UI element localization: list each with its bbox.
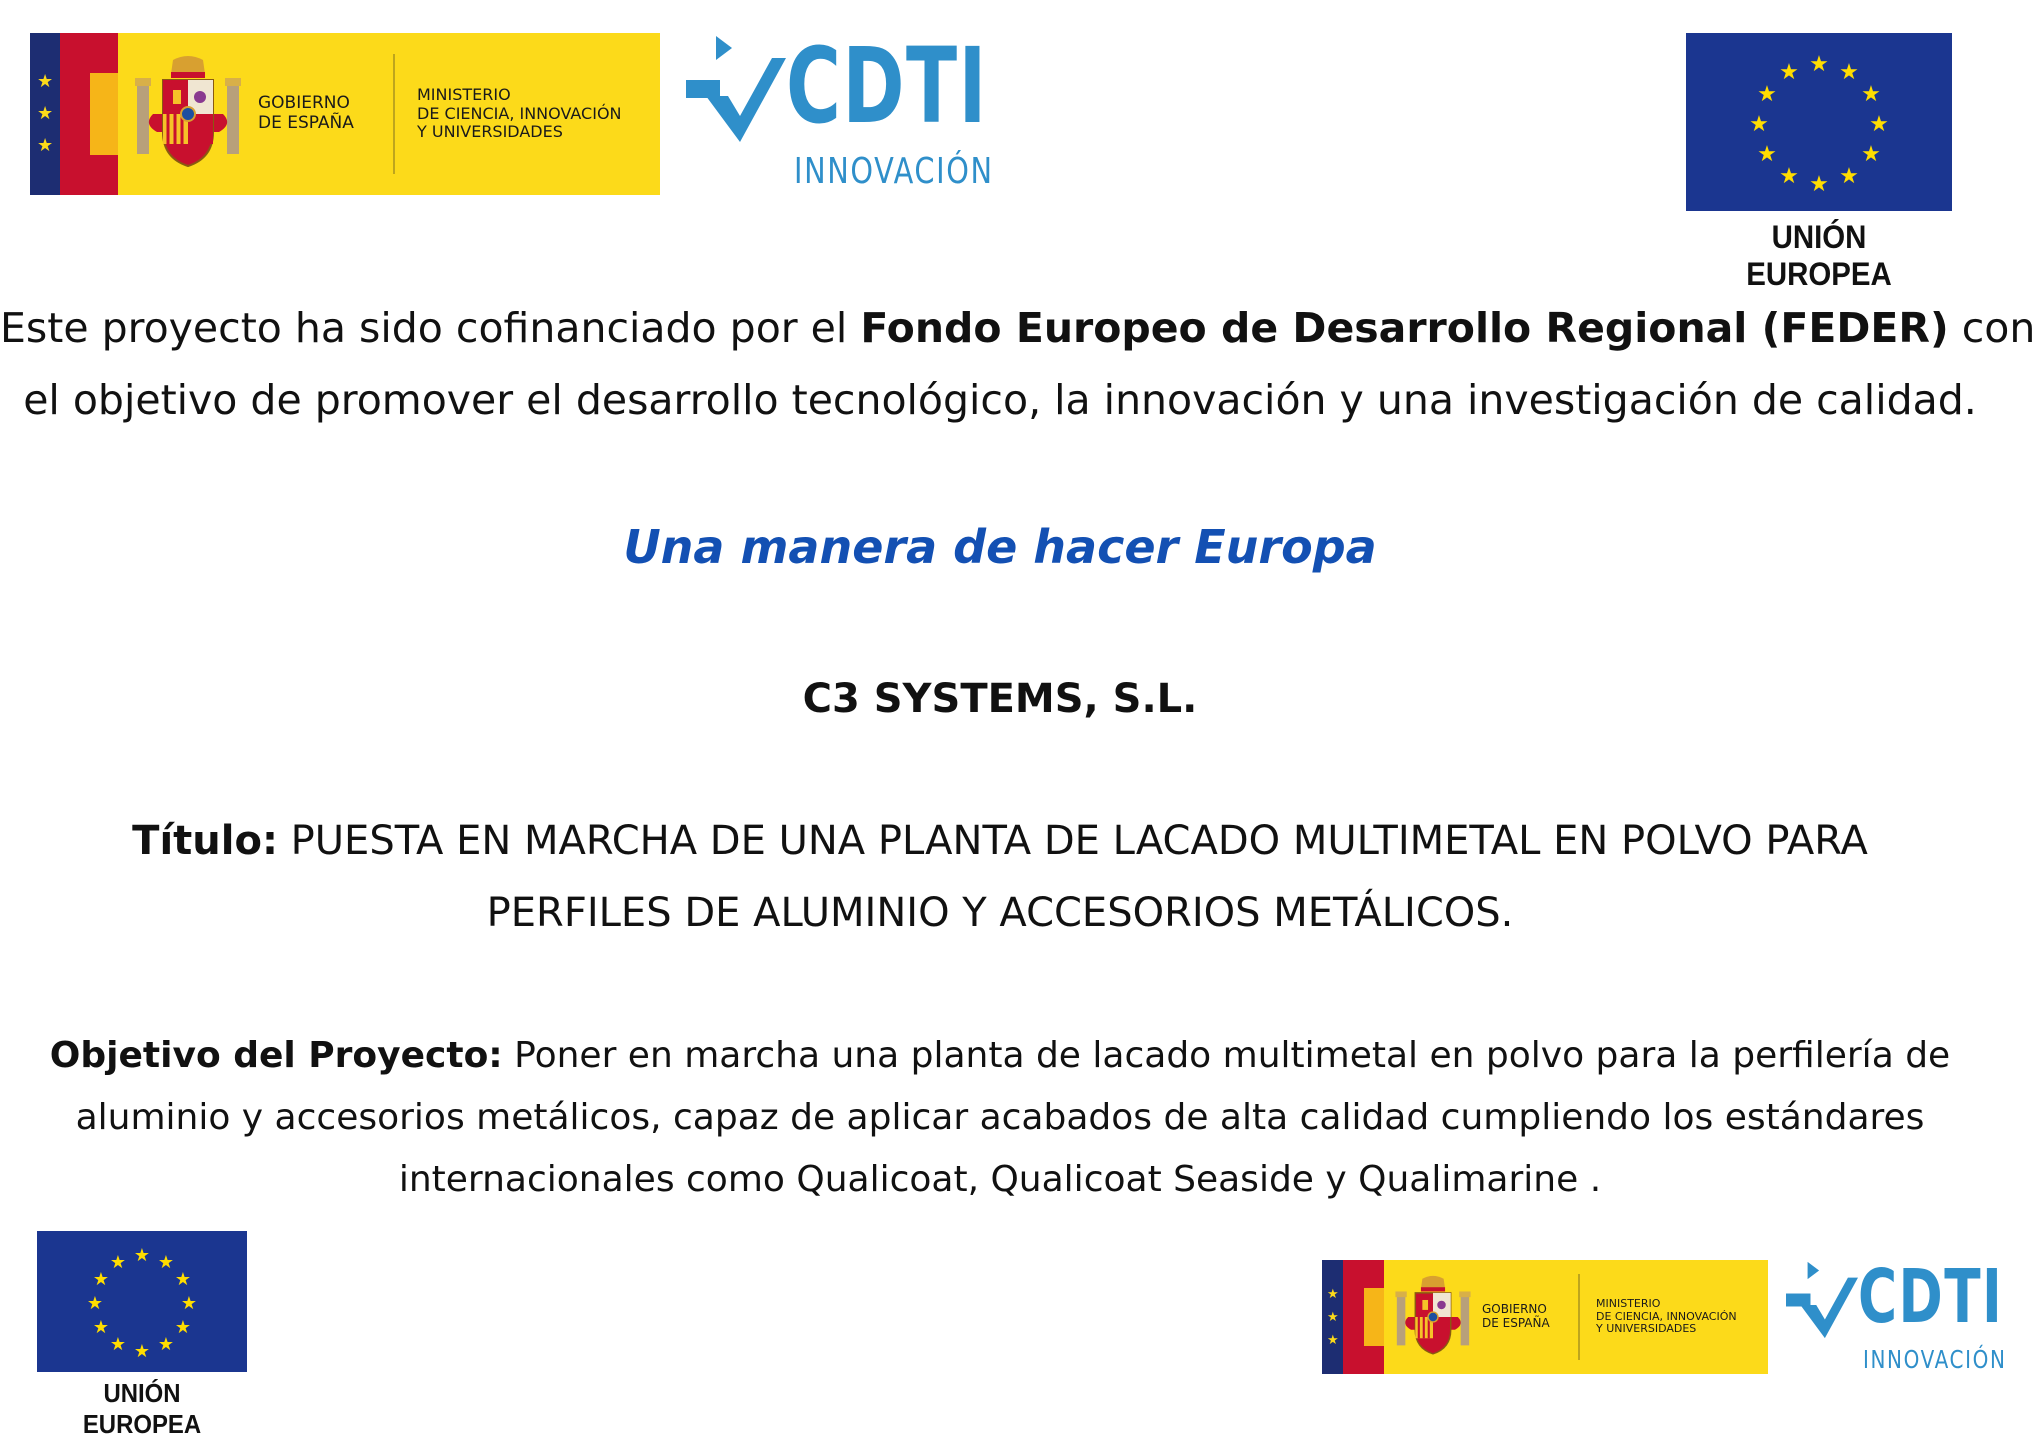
coat-of-arms-icon <box>1384 1260 1482 1374</box>
gov-line-1: GOBIERNO <box>1482 1302 1547 1317</box>
star-icon: ★ <box>37 71 54 92</box>
svg-text:★: ★ <box>1749 112 1769 137</box>
objective-line-2: aluminio y accesorios metálicos, capaz de aplicar acabados de alta calidad cumpliendo los estándares <box>75 1097 1925 1138</box>
gov-name <box>258 33 393 195</box>
svg-text:★: ★ <box>157 1252 175 1273</box>
ministry-line-1: MINISTERIO <box>1596 1297 1661 1311</box>
title-line-1 <box>0 818 2000 864</box>
slogan: Una manera de hacer Europa <box>623 520 1377 574</box>
ministry-line-2: DE CIENCIA, INNOVACIÓN <box>1596 1309 1737 1323</box>
gov-flag-yellow-stripe <box>90 33 118 195</box>
intro-text-pre: Este proyecto ha sido cofinanciado por el <box>0 304 861 352</box>
svg-text:★: ★ <box>1839 164 1859 189</box>
eu-logo-top <box>1686 33 1952 292</box>
svg-text:★: ★ <box>1757 82 1777 107</box>
eu-flag <box>37 1231 247 1372</box>
svg-text:★: ★ <box>174 1269 192 1290</box>
eu-flag <box>1686 33 1952 211</box>
svg-text:★: ★ <box>1839 60 1859 85</box>
eu-stars-icon <box>37 1231 247 1372</box>
ministry-name <box>1580 1260 1737 1374</box>
objective-label: Objetivo del Proyecto: <box>49 1035 503 1076</box>
gov-line-2: DE ESPAÑA <box>258 113 354 133</box>
company-name: C3 SYSTEMS, S.L. <box>802 676 1198 722</box>
svg-text:★: ★ <box>1861 82 1881 107</box>
title-label: Título: <box>132 818 278 864</box>
gov-line-2: DE ESPAÑA <box>1482 1316 1550 1330</box>
eu-stars-icon <box>1686 33 1952 211</box>
svg-text:★: ★ <box>109 1252 127 1273</box>
objective-line-1 <box>0 1035 2000 1076</box>
svg-text:★: ★ <box>109 1334 127 1355</box>
objective-text-1: Poner en marcha una planta de lacado multimetal en polvo para la perfilería de <box>502 1035 1951 1076</box>
objective-line-3: internacionales como Qualicoat, Qualicoat Seaside y Qualimarine . <box>398 1159 1602 1200</box>
svg-text:★: ★ <box>1809 172 1829 197</box>
gov-flag-red-stripe <box>1343 1260 1364 1374</box>
svg-text:★: ★ <box>174 1317 192 1338</box>
svg-text:★: ★ <box>1757 142 1777 167</box>
eu-label: UNIÓN EUROPEA <box>1746 219 1892 292</box>
banner-divider <box>1578 1274 1580 1360</box>
gov-flag-yellow-stripe <box>1364 1260 1384 1374</box>
cdti-wordmark: CDTI <box>786 25 988 147</box>
coat-of-arms-icon <box>118 33 258 195</box>
gov-flag-blue-stripe <box>30 33 60 195</box>
ministry-name <box>395 33 622 195</box>
star-icon: ★ <box>1327 1333 1339 1348</box>
intro-line-1 <box>0 304 2035 352</box>
title-line-2: PERFILES DE ALUMINIO Y ACCESORIOS METÁLICOS. <box>486 890 1514 936</box>
svg-text:★: ★ <box>180 1293 198 1314</box>
banner-divider <box>393 54 395 174</box>
gov-flag-blue-stripe <box>1322 1260 1343 1374</box>
svg-text:★: ★ <box>1779 60 1799 85</box>
ministry-line-3: Y UNIVERSIDADES <box>417 122 563 142</box>
svg-text:★: ★ <box>1869 112 1889 137</box>
gov-spain-logo <box>30 33 660 195</box>
ministry-line-2: DE CIENCIA, INNOVACIÓN <box>417 103 622 123</box>
star-icon: ★ <box>37 103 54 124</box>
intro-line-2: el objetivo de promover el desarrollo tecnológico, la innovación y una investigación de calidad. <box>23 376 1977 424</box>
svg-text:★: ★ <box>1861 142 1881 167</box>
gov-flag-red-stripe <box>60 33 90 195</box>
svg-text:★: ★ <box>133 1245 151 1266</box>
gov-line-1: GOBIERNO <box>258 93 350 114</box>
cdti-logo <box>686 25 994 194</box>
svg-text:★: ★ <box>1809 52 1829 77</box>
intro-text-post: con <box>1948 304 2035 352</box>
cdti-subtitle: INNOVACIÓN <box>794 151 994 192</box>
star-icon: ★ <box>1327 1287 1339 1302</box>
feder-name: Fondo Europeo de Desarrollo Regional (FEDER) <box>860 304 1949 352</box>
title-text-1: PUESTA EN MARCHA DE UNA PLANTA DE LACADO MULTIMETAL EN POLVO PARA <box>277 818 1868 864</box>
cdti-check-icon <box>686 34 786 144</box>
svg-text:★: ★ <box>133 1341 151 1362</box>
svg-text:★: ★ <box>86 1293 104 1314</box>
eu-logo-bottom <box>37 1231 247 1439</box>
svg-text:★: ★ <box>157 1334 175 1355</box>
cdti-check-icon <box>1786 1260 1858 1340</box>
gov-name <box>1482 1260 1578 1374</box>
cdti-wordmark: CDTI <box>1858 1254 2004 1340</box>
eu-label: UNIÓN EUROPEA <box>82 1378 202 1439</box>
ministry-line-1: MINISTERIO <box>417 85 511 105</box>
star-icon: ★ <box>37 135 54 156</box>
cdti-logo-bottom <box>1786 1254 2007 1378</box>
svg-text:★: ★ <box>92 1269 110 1290</box>
svg-text:★: ★ <box>92 1317 110 1338</box>
svg-text:★: ★ <box>1779 164 1799 189</box>
cdti-subtitle: INNOVACIÓN <box>1863 1345 2007 1374</box>
gov-spain-logo-bottom <box>1322 1260 1768 1374</box>
ministry-line-3: Y UNIVERSIDADES <box>1596 1322 1697 1336</box>
star-icon: ★ <box>1327 1310 1339 1325</box>
